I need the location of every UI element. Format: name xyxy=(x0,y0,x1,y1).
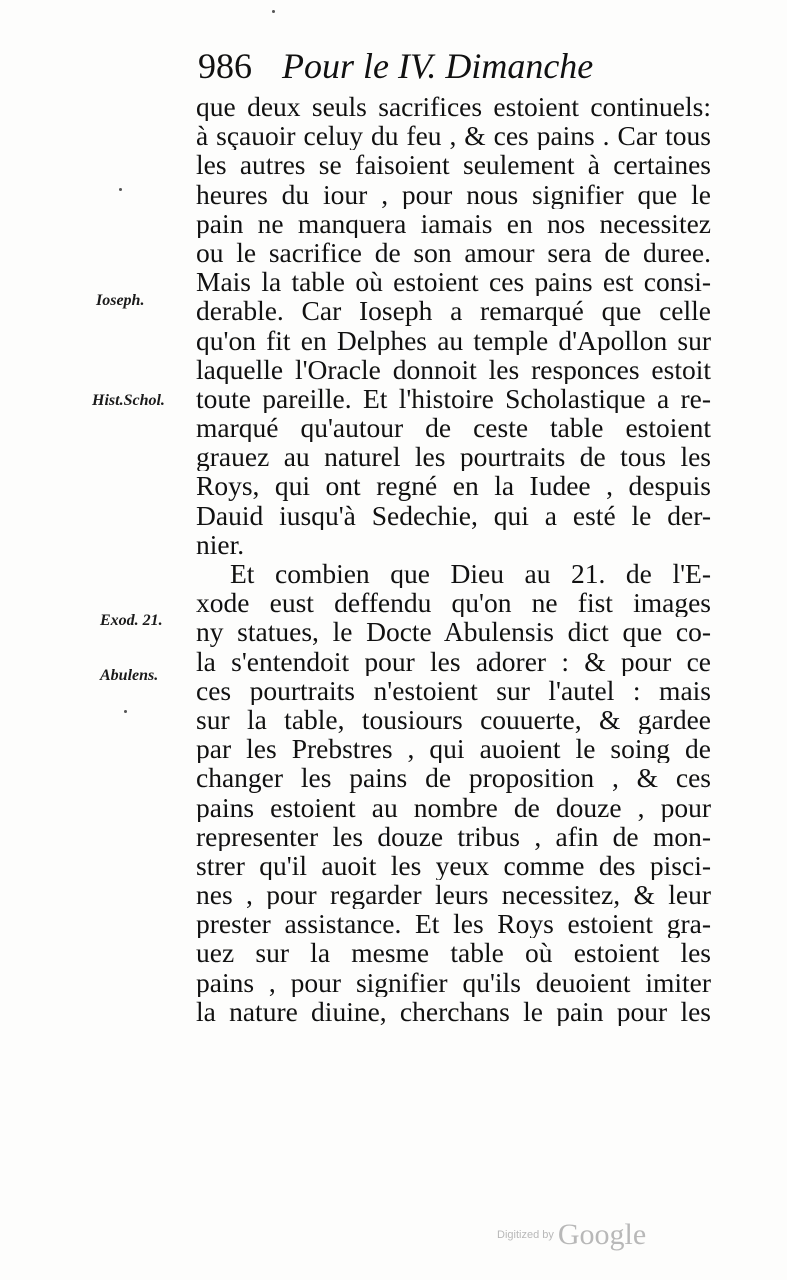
page-number: 986 xyxy=(198,46,252,86)
body-text xyxy=(196,92,711,1026)
text-line: pains , pour signifier qu'ils deuoient imiter xyxy=(196,967,711,997)
margin-note-exod: Exod. 21. xyxy=(100,612,163,629)
text-line: uez sur la mesme table où estoient les xyxy=(196,938,711,968)
text-line: Dauid iusqu'à Sedechie, qui a esté le der- xyxy=(196,500,711,530)
margin-note-ioseph: Ioseph. xyxy=(96,292,145,309)
text-line: par les Prebstres , qui auoient le soing de xyxy=(196,734,711,764)
running-title: Pour le IV. Dimanche xyxy=(282,46,594,86)
text-line: changer les pains de proposition , & ces xyxy=(196,763,711,793)
text-line: ces pourtraits n'estoient sur l'autel : mais xyxy=(196,675,711,705)
ink-speck xyxy=(124,710,127,713)
margin-note-hist-schol: Hist.Schol. xyxy=(92,392,165,409)
text-line: nier. xyxy=(196,529,245,559)
text-line: strer qu'il auoit les yeux comme des pisci- xyxy=(196,850,711,881)
text-line: nes , pour regarder leurs necessitez, & leur xyxy=(196,880,711,910)
text-line: toute pareille. Et l'histoire Scholastique a re- xyxy=(196,383,711,414)
text-line: prester assistance. Et les Roys estoient gra- xyxy=(196,909,711,939)
ink-speck xyxy=(272,10,275,13)
text-line: ny statues, le Docte Abulensis dict que co- xyxy=(196,617,711,647)
text-line: pains estoient au nombre de douze , pour xyxy=(196,792,711,822)
text-line: qu'on fit en Delphes au temple d'Apollon sur xyxy=(196,325,711,355)
text-line: la nature diuine, cherchans le pain pour les xyxy=(196,996,711,1026)
watermark-prefix: Digitized by xyxy=(497,1229,554,1241)
text-line: Roys, qui ont regné en la Iudee , despuis xyxy=(196,471,711,501)
text-line: la s'entendoit pour les adorer : & pour ce xyxy=(196,646,711,676)
google-watermark xyxy=(497,1218,667,1258)
margin-note-abulens: Abulens. xyxy=(100,667,159,684)
text-line: marqué qu'autour de ceste table estoient xyxy=(196,413,711,443)
text-line: les autres se faisoient seulement à certaines xyxy=(196,150,711,180)
text-line: que deux seuls sacrifices estoient continuels: xyxy=(196,92,711,122)
text-line: derable. Car Ioseph a remarqué que celle xyxy=(196,296,711,326)
watermark-brand: Google xyxy=(557,1218,647,1251)
ink-speck xyxy=(119,188,122,191)
text-line: Mais la table où estoient ces pains est consi- xyxy=(196,267,711,297)
text-line: pain ne manquera iamais en nos necessitez xyxy=(196,208,711,238)
text-line: ou le sacrifice de son amour sera de duree. xyxy=(196,237,711,268)
text-line: xode eust deffendu qu'on ne fist images xyxy=(196,588,711,618)
text-line: à sçauoir celuy du feu , & ces pains . Car tous xyxy=(196,121,711,151)
page-header xyxy=(198,42,668,90)
text-line: representer les douze tribus , afin de mon- xyxy=(196,821,711,851)
text-line: heures du iour , pour nous signifier que le xyxy=(196,179,711,209)
text-line: sur la table, tousiours couuerte, & gardee xyxy=(196,704,711,735)
text-line: grauez au naturel les pourtraits de tous les xyxy=(196,442,711,472)
text-line: laquelle l'Oracle donnoit les responces estoit xyxy=(196,354,711,384)
text-line: Et combien que Dieu au 21. de l'E- xyxy=(230,559,711,589)
